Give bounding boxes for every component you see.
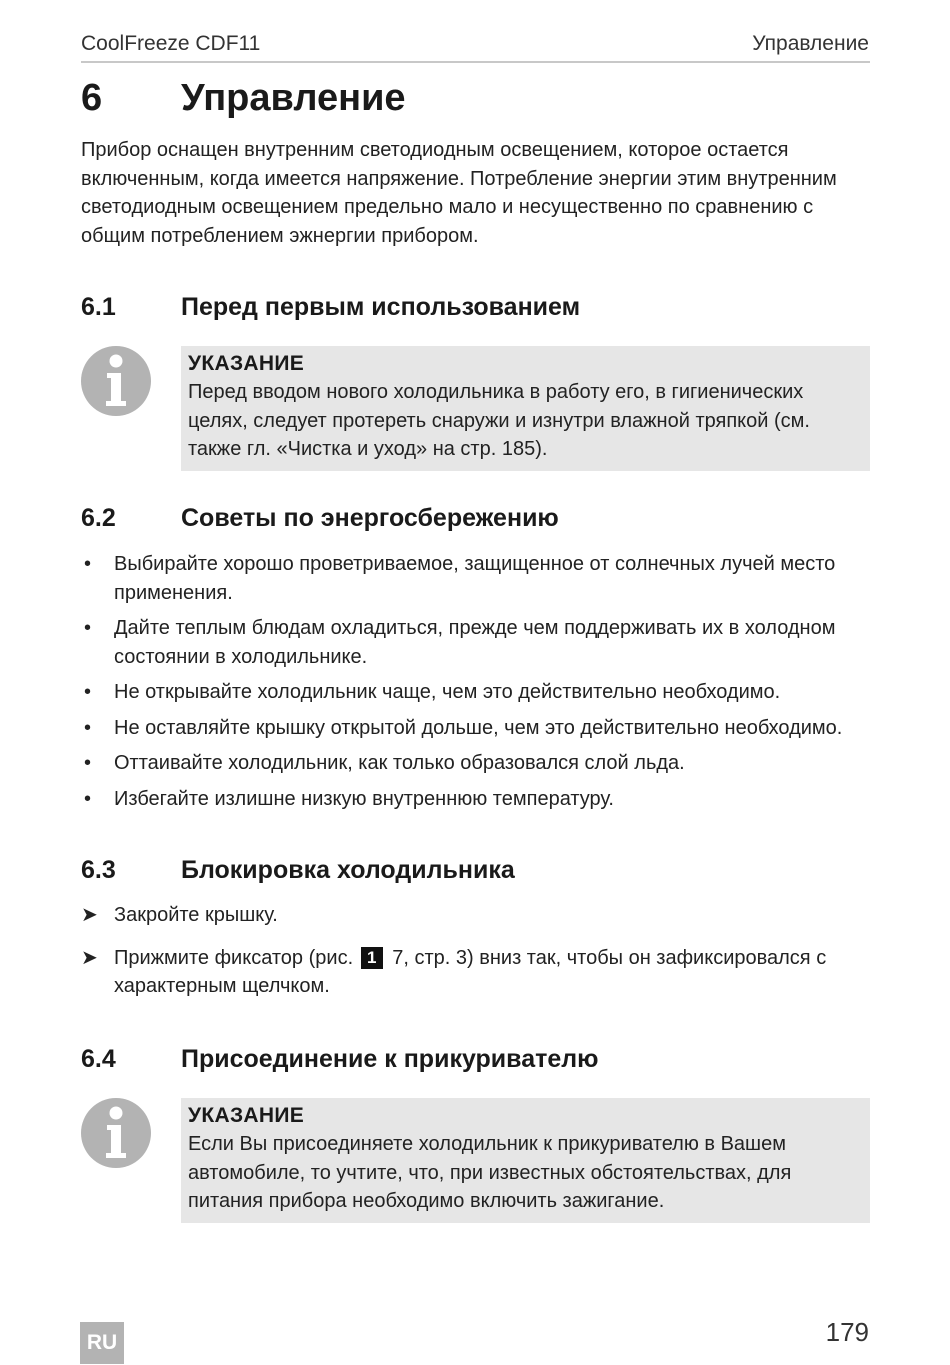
bullet-marker: • [84,752,92,774]
list-item [81,785,876,814]
step-item [81,944,876,1001]
section-number-6-1: 6.1 [81,293,116,321]
list-item [81,714,876,743]
list-item [81,749,876,778]
step-text: Закройте крышку. [114,904,278,926]
list-item-text: Выбирайте хорошо проветриваемое, защищенное от солнечных лучей место применения. [114,553,836,604]
section-number-6-2: 6.2 [81,504,116,532]
bullet-marker: • [84,681,92,703]
step-text-after: 7, стр. 3) вниз так, чтобы он зафиксировался с характерным щелчком. [114,946,827,997]
bullet-marker: • [84,617,92,639]
info-icon [81,1098,151,1168]
energy-saving-tips-list [81,550,876,813]
note-label: УКАЗАНИЕ [188,352,305,375]
info-icon [81,346,151,416]
list-item-text: Дайте теплым блюдам охладиться, прежде чем поддерживать их в холодном состоянии в холодильнике. [114,617,836,668]
chapter-number: 6 [81,77,103,119]
section-title-6-4: Присоединение к прикуривателю [181,1045,599,1073]
figure-number-badge: 1 [361,947,383,969]
list-item [81,614,876,671]
step-item [81,901,876,930]
section-number-6-3: 6.3 [81,856,116,884]
note-text: Если Вы присоединяете холодильник к прикуривателю в Вашем автомобиле, то учтите, что, при известных обстоятельствах, для питания прибора необходимо включить зажигание. [188,1133,792,1212]
section-number-6-4: 6.4 [81,1045,116,1073]
list-item-text: Не оставляйте крышку открытой дольше, чем это действительно необходимо. [114,716,843,739]
note-box-cigarette-lighter [181,1098,870,1223]
list-item [81,550,876,607]
bullet-marker: • [84,787,92,810]
section-title-6-1: Перед первым использованием [181,293,581,321]
bullet-marker: • [84,553,92,575]
chapter-intro-paragraph: Прибор оснащен внутренним светодиодным освещением, которое остается включенным, когда имеется напряжение. Потребление энергии этим внутренним светодиодным освещением предельно мало и несущественно по сравнению с общим потреблением эжнергии прибором. [81,139,837,248]
note-text: Перед вводом нового холодильника в работу его, в гигиенических целях, следует протереть снаружи и изнутри влажной тряпкой (см. также гл. «Чистка и уход» на стр. 185). [188,381,810,460]
section-title-6-2: Советы по энергосбережению [181,504,559,532]
step-text-before: Прижмите фиксатор (рис. [114,946,354,969]
list-item-text: Оттаивайте холодильник, как только образовался слой льда. [114,752,685,774]
list-item [81,678,876,707]
list-item-text: Не открывайте холодильник чаще, чем это действительно необходимо. [114,681,781,703]
locking-steps-list [81,901,876,1001]
header-section-name: Управление [752,32,869,55]
page-number: 179 [825,1317,869,1347]
section-title-6-3: Блокировка холодильника [181,856,515,884]
language-badge: RU [80,1322,124,1364]
header-divider [81,61,870,63]
step-arrow-icon: ➤ [81,946,98,969]
bullet-marker: • [84,716,92,739]
header-product-name: CoolFreeze CDF11 [81,32,261,55]
note-label: УКАЗАНИЕ [188,1104,305,1127]
step-arrow-icon: ➤ [81,904,98,926]
chapter-title: Управление [181,77,406,119]
note-box-before-first-use [181,346,870,471]
list-item-text: Избегайте излишне низкую внутреннюю температуру. [114,787,614,810]
